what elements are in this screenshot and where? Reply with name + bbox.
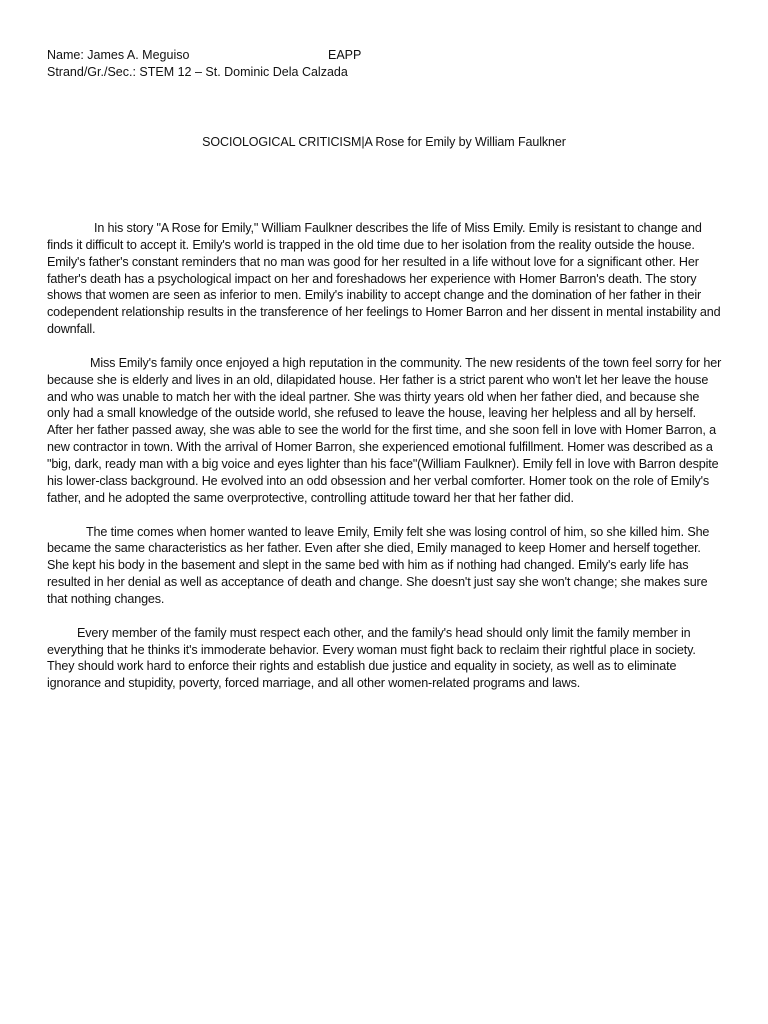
document-title: SOCIOLOGICAL CRITICISM|A Rose for Emily by William Faulkner [202, 135, 566, 149]
header-name-row [47, 47, 362, 64]
strand-section: Strand/Gr./Sec.: STEM 12 – St. Dominic Dela Calzada [47, 65, 348, 79]
student-name: Name: James A. Meguiso [47, 48, 190, 62]
paragraph-4: Every member of the family must respect each other, and the family's head should only limit the family member in everything that he thinks it's immoderate behavior. Every woman must fight back to reclaim their rightful place in society. They should work hard to enforce their rights and establish due justice and equality in society, as well as to eliminate ignorance and stupidity, poverty, forced marriage, and all other women-related programs and laws. [47, 625, 696, 691]
paragraph-1: In his story "A Rose for Emily," William Faulkner describes the life of Miss Emily. Emily is resistant to change and finds it difficult to accept it. Emily's world is trapped in the old time due to her isolation from the reality outside the house. Emily's father's constant reminders that no man was good for her resulted in a life without love for a significant other. Her father's death has a psychological impact on her and foreshadows her experience with Homer Barron's death. The story shows that women are seen as inferior to men. Emily's inability to accept change and the domination of her father in their codependent relationship results in the transference of her feelings to Homer Barron and her dissent in mental instability and downfall. [47, 221, 721, 337]
document-header [47, 47, 362, 81]
header-strand-row [47, 64, 348, 81]
paragraph-2: Miss Emily's family once enjoyed a high reputation in the community. The new residents of the town feel sorry for her because she is elderly and lives in an old, dilapidated house. Her father is a strict parent who won't let her leave the house and who was unable to match her with the ideal partner. She was thirty years old when her father died, and because she only had a small knowledge of the outside world, she refused to leave the house, leaving her helpless and all by herself. After her father passed away, she was able to see the world for the first time, and she soon fell in love with Homer Barron, a new contractor in town. With the arrival of Homer Barron, she experienced emotional fulfillment. Homer was described as a "big, dark, ready man with a big voice and eyes lighter than his face"(William Faulkner). Emily fell in love with Barron despite his lower-class background. He evolved into an odd obsession and her verbal comforter. Homer took on the role of Emily's father, and he adopted the same overprotective, controlling attitude toward her that her father did. [47, 355, 722, 505]
essay-body [47, 220, 723, 709]
subject-label: EAPP [328, 48, 362, 62]
paragraph-3: The time comes when homer wanted to leave Emily, Emily felt she was losing control of him, so she killed him. She became the same characteristics as her father. Even after she died, Emily managed to keep Homer and herself together. She kept his body in the basement and slept in the same bed with him as if nothing had changed. Emily's early life has resulted in her denial as well as acceptance of death and change. She doesn't just say she won't change; she makes sure that nothing changes. [47, 524, 710, 606]
